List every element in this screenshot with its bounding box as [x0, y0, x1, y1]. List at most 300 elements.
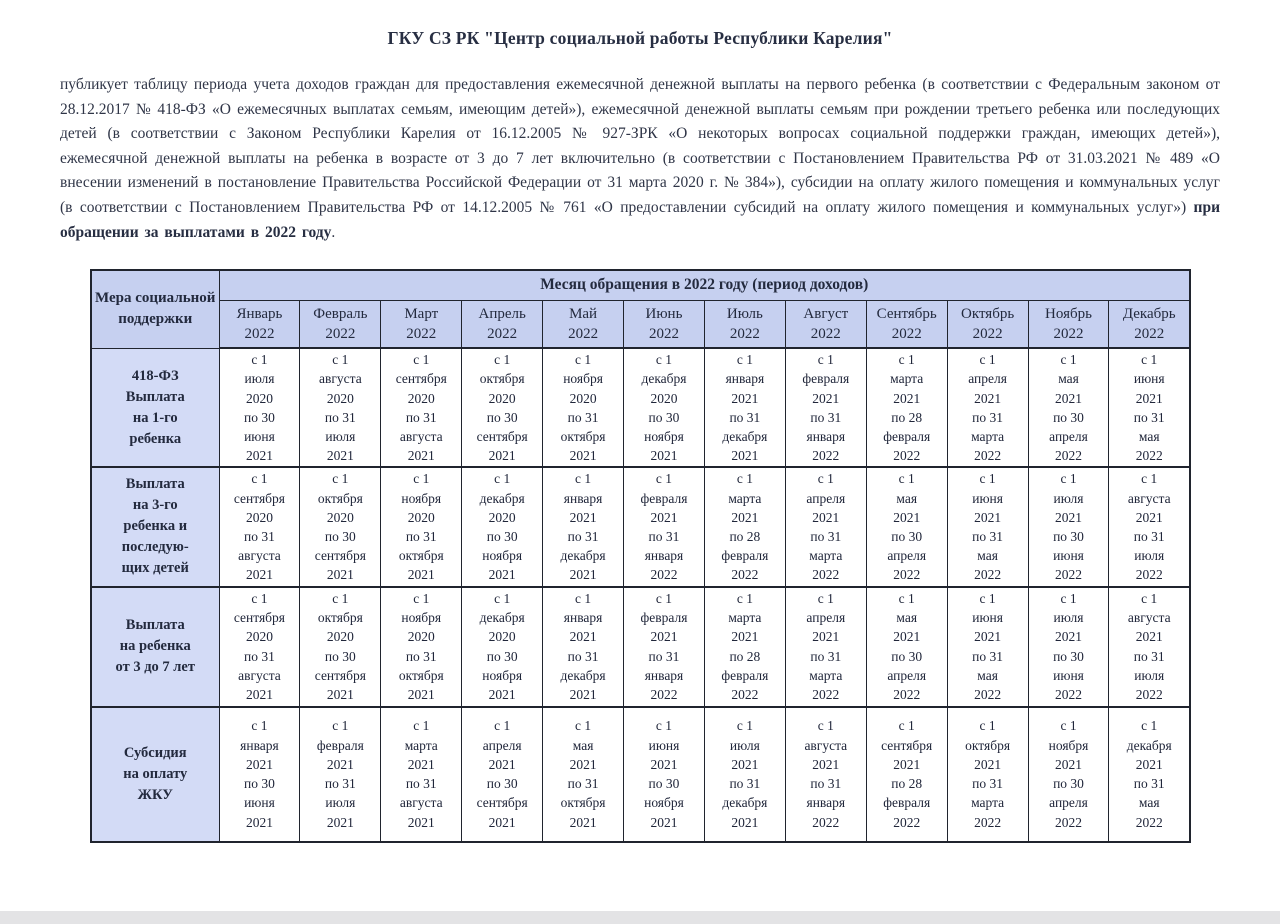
period-line: апреля	[887, 548, 927, 564]
period-line: августа	[238, 667, 281, 683]
period-cell	[704, 467, 785, 586]
period-cell	[1109, 467, 1190, 586]
period-line: октября	[398, 548, 444, 564]
intro-text: публикует таблицу периода учета доходов граждан для предоставления ежемесячной денежной выплаты на первого ребенка (в соответствии с Федеральным законом от 28.12.2017 № 418-ФЗ «О ежемесячных выплатах семьям, имеющим детей»), ежемесячной денежной выплаты семьям при рождении третьего ребенка или последующих детей (в соответствии с Законом Республики Карелия от 16.12.2005 № 927-ЗРК «О некоторых вопросах социальной поддержки граждан, имеющих детей»), ежемесячной денежной выплаты на ребенка в возрасте от 3 до 7 лет включительно (в соответствии с Постановлением Правительства РФ от 31.03.2021 № 489 «О внесении изменений в постановление Правительства Российской Федерации от 31 марта 2020 г. № 384»), субсидии на оплату жилого помещения и коммунальных услуг (в соответствии с Постановлением Правительства РФ от 14.12.2005 № 761 «О предоставлении субсидий на оплату жилого помещения и коммунальных услуг»)	[60, 76, 1220, 216]
period-line: с 1	[655, 471, 673, 487]
month-header-4	[462, 300, 543, 348]
month-year: 2022	[244, 325, 275, 342]
period-line: декабря	[560, 667, 606, 683]
period-line: июня	[1133, 371, 1165, 387]
period-line: ноября	[401, 490, 442, 506]
period-line: 2020	[407, 390, 435, 406]
period-line: августа	[399, 428, 443, 444]
period-line: 2021	[326, 687, 354, 702]
period-line: с 1	[494, 352, 511, 368]
month-header-row	[91, 300, 1190, 348]
period-line: по 31	[1133, 776, 1165, 792]
period-line: 2021	[731, 814, 759, 830]
period-line: 2022	[974, 448, 1002, 464]
period-line: марта	[971, 428, 1005, 444]
period-line: сентября	[314, 548, 366, 564]
month-year: 2022	[1134, 325, 1165, 342]
period-line: по 31	[244, 528, 275, 544]
period-line: с 1	[251, 352, 268, 368]
period-line: 2020	[245, 629, 273, 645]
period-line: февраля	[316, 737, 364, 753]
period-cell	[300, 348, 381, 467]
period-line: с 1	[332, 352, 349, 368]
row-label-line: от 3 до 7 лет	[115, 659, 195, 676]
period-line: с 1	[251, 471, 268, 487]
period-line: с 1	[736, 718, 753, 734]
period-line: 2022	[650, 567, 678, 583]
period-line: 2021	[650, 814, 678, 830]
period-line: с 1	[898, 471, 915, 487]
month-year: 2022	[325, 325, 356, 342]
period-line: по 31	[648, 648, 680, 664]
period-line: с 1	[898, 718, 915, 734]
period-line: 2022	[974, 567, 1002, 583]
document-page	[0, 28, 1280, 843]
period-line: 2022	[812, 567, 840, 583]
month-header-11	[1028, 300, 1109, 348]
period-line: ноября	[482, 667, 523, 683]
table-row	[91, 467, 1190, 586]
period-line: с 1	[979, 590, 996, 606]
period-line: по 31	[405, 528, 437, 544]
month-year: 2022	[891, 325, 922, 342]
period-line: 2021	[731, 629, 759, 645]
intro-period: .	[331, 223, 336, 241]
period-line: 2020	[488, 629, 516, 645]
period-line: февраля	[883, 428, 931, 444]
period-line: февраля	[802, 371, 850, 387]
corner-header-measure-of-support: Мера социальной поддержки	[91, 270, 219, 348]
period-line: по 31	[972, 528, 1004, 544]
period-line: 2021	[1135, 756, 1163, 772]
row-label-line: Субсидия	[123, 744, 187, 761]
period-line: по 31	[1133, 648, 1165, 664]
period-line: июля	[1053, 490, 1084, 506]
period-line: 2020	[650, 390, 678, 406]
period-line: января	[240, 737, 279, 753]
period-line: 2021	[731, 448, 759, 464]
period-line: 2021	[488, 756, 516, 772]
period-line: с 1	[1060, 718, 1077, 734]
period-line: декабря	[1126, 737, 1172, 753]
period-line: марта	[728, 610, 762, 626]
month-name: Сентябрь	[876, 305, 937, 322]
period-line: 2021	[245, 756, 273, 772]
period-line: марта	[971, 795, 1005, 811]
period-line: по 30	[1053, 776, 1084, 792]
period-line: 2020	[407, 629, 435, 645]
period-line: 2022	[1135, 687, 1163, 702]
period-line: по 31	[405, 409, 437, 425]
period-line: 2022	[893, 448, 921, 464]
period-line: августа	[1127, 490, 1171, 506]
row-label-line: ЖКУ	[137, 786, 173, 803]
period-cell	[785, 587, 866, 707]
period-line: сентября	[476, 428, 528, 444]
period-cell	[1028, 587, 1109, 707]
period-line: 2021	[569, 448, 597, 464]
month-year: 2022	[487, 325, 518, 342]
period-line: июля	[244, 371, 275, 387]
period-line: 2021	[1135, 390, 1163, 406]
period-line: июня	[244, 428, 275, 444]
period-line: по 30	[486, 648, 518, 664]
period-line: с 1	[494, 471, 511, 487]
period-line: с 1	[1060, 352, 1077, 368]
period-line: 2022	[974, 814, 1002, 830]
period-line: 2021	[1135, 509, 1163, 525]
period-line: марта	[809, 667, 843, 683]
month-year: 2022	[648, 325, 679, 342]
period-line: октября	[479, 371, 525, 387]
period-line: 2021	[245, 687, 273, 702]
period-cell	[947, 707, 1028, 842]
month-name: Апрель	[478, 305, 526, 322]
period-line: по 31	[1133, 409, 1165, 425]
period-line: по 30	[486, 528, 518, 544]
period-line: 2021	[407, 687, 435, 702]
period-line: ноября	[1048, 737, 1089, 753]
period-cell	[947, 348, 1028, 467]
period-cell	[624, 587, 705, 707]
period-line: 2022	[731, 687, 759, 702]
period-line: июля	[325, 795, 356, 811]
period-line: апреля	[806, 490, 846, 506]
period-line: октября	[317, 490, 363, 506]
period-line: 2021	[812, 509, 840, 525]
period-line: 2021	[731, 509, 759, 525]
horizontal-scrollbar[interactable]	[0, 911, 1280, 924]
period-line: 2021	[569, 814, 597, 830]
row-label-line: 418-ФЗ	[131, 367, 179, 384]
period-line: по 31	[810, 776, 842, 792]
period-line: 2021	[650, 509, 678, 525]
period-line: января	[644, 548, 684, 564]
period-line: по 31	[567, 409, 599, 425]
period-line: 2021	[893, 629, 921, 645]
period-line: 2020	[569, 390, 597, 406]
month-header-2	[300, 300, 381, 348]
period-cell	[704, 707, 785, 842]
period-line: с 1	[817, 471, 834, 487]
period-cell	[300, 707, 381, 842]
period-line: июня	[1053, 548, 1084, 564]
period-line: с 1	[575, 471, 592, 487]
month-header-10	[947, 300, 1028, 348]
period-line: по 30	[648, 776, 680, 792]
period-line: 2022	[1135, 814, 1163, 830]
row-label-line: ребенка и	[123, 518, 188, 535]
period-line: мая	[896, 610, 918, 626]
period-line: с 1	[413, 352, 430, 368]
period-cell	[300, 587, 381, 707]
period-line: сентября	[233, 610, 286, 626]
period-line: по 31	[810, 528, 842, 544]
period-line: 2022	[1135, 448, 1163, 464]
period-cell	[300, 467, 381, 586]
row-label-line: на оплату	[123, 765, 188, 782]
period-line: октября	[965, 737, 1011, 753]
month-name: Январь	[236, 305, 283, 322]
month-year: 2022	[1053, 325, 1084, 342]
period-cell	[219, 467, 300, 586]
period-line: 2021	[245, 814, 273, 830]
row-label-line: Выплата	[125, 617, 185, 634]
row-label-line: последую-	[121, 539, 189, 556]
period-line: с 1	[332, 471, 349, 487]
period-line: по 30	[324, 648, 356, 664]
period-line: с 1	[332, 718, 349, 734]
period-line: 2021	[812, 756, 840, 772]
period-line: по 31	[1133, 528, 1165, 544]
period-line: 2021	[731, 390, 759, 406]
period-line: февраля	[883, 795, 931, 811]
period-line: 2021	[407, 567, 435, 583]
period-cell	[543, 467, 624, 586]
period-line: с 1	[736, 590, 753, 606]
period-line: 2021	[1055, 509, 1083, 525]
period-line: 2021	[326, 756, 354, 772]
period-cell	[866, 707, 947, 842]
period-line: 2021	[488, 567, 516, 583]
month-name: Декабрь	[1122, 305, 1176, 322]
period-line: июля	[1053, 610, 1084, 626]
row-label-line: на 3-го	[132, 497, 178, 514]
period-line: 2021	[893, 756, 921, 772]
period-line: сентября	[881, 737, 933, 753]
period-line: апреля	[887, 667, 927, 683]
period-line: февраля	[640, 490, 688, 506]
period-line: по 28	[891, 776, 923, 792]
period-line: декабря	[722, 428, 768, 444]
period-cell	[1109, 587, 1190, 707]
period-cell	[1109, 707, 1190, 842]
period-line: января	[563, 610, 603, 626]
period-line: по 28	[729, 528, 761, 544]
month-header-8	[785, 300, 866, 348]
period-line: с 1	[817, 590, 834, 606]
period-line: 2021	[1135, 629, 1163, 645]
month-year: 2022	[972, 325, 1003, 342]
period-line: по 31	[244, 648, 275, 664]
period-line: августа	[804, 737, 848, 753]
period-line: 2021	[407, 756, 435, 772]
period-line: по 30	[486, 409, 518, 425]
period-line: января	[806, 428, 846, 444]
period-line: ноября	[401, 610, 442, 626]
period-cell	[866, 587, 947, 707]
period-cell	[219, 707, 300, 842]
period-line: 2021	[812, 390, 840, 406]
period-line: июня	[244, 795, 275, 811]
period-line: 2022	[974, 687, 1002, 702]
period-line: с 1	[1060, 471, 1077, 487]
period-line: с 1	[736, 471, 753, 487]
page-title: ГКУ СЗ РК "Центр социальной работы Республики Карелия"	[387, 28, 893, 48]
period-line: по 30	[891, 528, 923, 544]
month-header-9	[866, 300, 947, 348]
period-line: июля	[325, 428, 356, 444]
period-line: июля	[1134, 548, 1165, 564]
period-line: с 1	[655, 718, 673, 734]
period-line: с 1	[655, 352, 673, 368]
period-line: по 31	[729, 776, 761, 792]
period-cell	[1109, 348, 1190, 467]
month-name: Июнь	[645, 305, 683, 322]
period-line: по 31	[405, 648, 437, 664]
period-line: с 1	[817, 718, 834, 734]
period-cell	[1028, 707, 1109, 842]
period-line: июня	[972, 610, 1003, 626]
period-cell	[785, 707, 866, 842]
period-cell	[785, 348, 866, 467]
row-label-line: на 1-го	[132, 409, 178, 426]
month-name: Июль	[726, 305, 763, 322]
period-line: по 31	[972, 776, 1004, 792]
period-line: сентября	[233, 490, 286, 506]
period-line: 2020	[488, 509, 516, 525]
period-line: апреля	[482, 737, 522, 753]
row-label-line: на ребенка	[119, 638, 191, 655]
period-line: с 1	[251, 590, 268, 606]
period-line: с 1	[1141, 471, 1158, 487]
period-line: мая	[1138, 795, 1160, 811]
row-label	[91, 707, 219, 842]
period-line: 2021	[893, 390, 921, 406]
period-cell	[462, 707, 543, 842]
period-line: 2022	[893, 814, 921, 830]
period-line: июля	[729, 737, 760, 753]
period-line: января	[725, 371, 765, 387]
period-line: с 1	[979, 352, 996, 368]
period-line: по 31	[729, 409, 761, 425]
period-line: по 28	[729, 648, 761, 664]
period-line: октября	[317, 610, 363, 626]
table-row	[91, 707, 1190, 842]
period-line: марта	[809, 548, 843, 564]
period-line: 2021	[974, 509, 1002, 525]
month-header-5	[543, 300, 624, 348]
row-label-line: щих детей	[121, 560, 189, 577]
period-cell	[866, 467, 947, 586]
period-line: 2021	[326, 567, 354, 583]
period-cell	[1028, 348, 1109, 467]
period-cell	[624, 467, 705, 586]
period-line: августа	[399, 795, 443, 811]
period-line: 2021	[812, 629, 840, 645]
period-line: по 30	[244, 409, 275, 425]
period-line: февраля	[640, 610, 688, 626]
period-line: 2022	[1055, 448, 1083, 464]
period-line: 2021	[326, 814, 354, 830]
period-cell	[219, 587, 300, 707]
income-period-table	[90, 269, 1191, 842]
period-line: января	[563, 490, 603, 506]
intro-bold-text: при обращении за выплатами в 2022 году	[60, 198, 1220, 241]
period-line: декабря	[641, 371, 687, 387]
period-line: 2021	[569, 509, 597, 525]
period-line: мая	[1138, 428, 1160, 444]
period-line: сентября	[395, 371, 447, 387]
period-line: с 1	[251, 718, 268, 734]
period-line: 2021	[407, 814, 435, 830]
period-line: по 31	[567, 776, 599, 792]
period-cell	[543, 348, 624, 467]
period-line: апреля	[1049, 428, 1088, 444]
period-line: июня	[972, 490, 1003, 506]
table-row	[91, 587, 1190, 707]
period-line: 2021	[1055, 756, 1083, 772]
period-cell	[947, 467, 1028, 586]
period-line: 2021	[326, 448, 354, 464]
period-line: по 28	[891, 409, 923, 425]
period-line: с 1	[413, 471, 430, 487]
period-line: 2021	[569, 567, 597, 583]
period-line: по 31	[810, 648, 842, 664]
period-cell	[462, 348, 543, 467]
period-line: 2021	[488, 448, 516, 464]
period-line: декабря	[479, 490, 525, 506]
period-line: 2021	[974, 629, 1002, 645]
period-line: февраля	[721, 667, 769, 683]
row-label-line: Выплата	[125, 388, 185, 405]
period-line: декабря	[479, 610, 525, 626]
period-line: сентября	[476, 795, 528, 811]
period-line: 2020	[407, 509, 435, 525]
period-line: по 30	[1053, 528, 1084, 544]
period-line: по 30	[244, 776, 275, 792]
span-header-month-of-application: Месяц обращения в 2022 году (период доходов)	[219, 270, 1190, 300]
period-line: с 1	[332, 590, 349, 606]
period-cell	[462, 467, 543, 586]
period-line: 2021	[407, 448, 435, 464]
period-cell	[866, 348, 947, 467]
period-line: 2020	[245, 509, 273, 525]
month-name: Октябрь	[961, 305, 1015, 322]
month-year: 2022	[810, 325, 841, 342]
period-line: 2022	[893, 687, 921, 702]
month-name: Март	[404, 305, 439, 322]
period-line: 2021	[1055, 629, 1083, 645]
period-line: апреля	[1049, 795, 1088, 811]
period-line: с 1	[413, 590, 430, 606]
period-line: декабря	[722, 795, 768, 811]
period-line: 2022	[731, 567, 759, 583]
period-line: по 31	[972, 409, 1004, 425]
period-line: ноября	[644, 795, 684, 811]
period-line: марта	[890, 371, 924, 387]
period-line: мая	[896, 490, 918, 506]
period-line: марта	[404, 737, 438, 753]
period-line: по 30	[1053, 409, 1084, 425]
period-line: июня	[1053, 667, 1084, 683]
period-line: 2021	[650, 756, 678, 772]
month-year: 2022	[406, 325, 437, 342]
period-line: с 1	[898, 352, 915, 368]
period-line: апреля	[968, 371, 1007, 387]
period-line: по 31	[405, 776, 437, 792]
period-cell	[381, 587, 462, 707]
period-line: 2022	[812, 687, 840, 702]
period-line: по 30	[324, 528, 356, 544]
period-line: по 30	[891, 648, 923, 664]
period-line: февраля	[721, 548, 769, 564]
